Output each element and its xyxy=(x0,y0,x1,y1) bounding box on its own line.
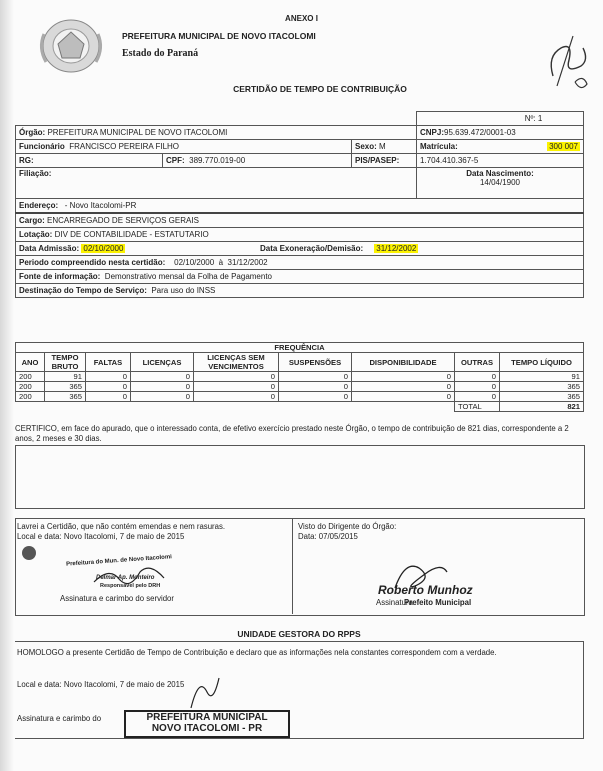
lavrei-line2: Local e data: Novo Itacolomi, 7 de maio de 2015 xyxy=(17,532,185,541)
rpps-signature xyxy=(185,672,225,712)
frequencia-title: FREQUÊNCIA xyxy=(16,343,584,353)
servidor-signature xyxy=(90,562,170,592)
assinatura-visto-label: Assinatura xyxy=(376,598,413,607)
total-row: TOTAL 821 xyxy=(16,402,584,412)
certifico-text: CERTIFICO, em face do apurado, que o interessado conta, de efetivo exercício prestado neste Órgão, o tempo de contribuição de 821 dias, correspondente a 2 anos, 2 meses e 30 dias. xyxy=(15,424,569,443)
numero-cell: Nº: 1 xyxy=(417,112,584,126)
cargo-value: ENCARREGADO DE SERVIÇOS GERAIS xyxy=(47,216,199,225)
punch-hole xyxy=(22,546,36,560)
funcionario-value: FRANCISCO PEREIRA FILHO xyxy=(69,142,180,151)
municipal-seal-icon xyxy=(36,14,106,76)
visto-line2: Data: 07/05/2015 xyxy=(298,532,358,541)
rpps-title: UNIDADE GESTORA DO RPPS xyxy=(237,629,361,639)
lotacao-value: DIV DE CONTABILIDADE - ESTATUTARIO xyxy=(54,230,209,239)
lavrei-line1: Lavrei a Certidão, que não contém emendas e nem rasuras. xyxy=(17,522,226,531)
frequencia-header-row: ANO TEMPO BRUTO FALTAS LICENÇAS LICENÇAS SEM VENCIMENTOS SUSPENSÕES DISPONIBILIDADE OUTRAS TEMPO LÍQUIDO xyxy=(16,353,584,372)
rpps-assinatura-label: Assinatura e carimbo do xyxy=(17,714,102,723)
estado-name: Estado do Paraná xyxy=(122,48,199,59)
handwritten-annotation xyxy=(543,26,593,96)
drh-stamp-line2: Delmar Ap. Monteiro xyxy=(96,575,155,581)
cnpj-value: 95.639.472/0001-03 xyxy=(444,128,516,137)
page-shadow xyxy=(0,0,14,771)
admissao-value: 02/10/2000 xyxy=(83,244,124,253)
signatures-divider xyxy=(292,518,293,614)
prefeito-cargo-stamp: Prefeito Municipal xyxy=(404,598,472,607)
visto-line1: Visto do Dirigente do Órgão: xyxy=(298,522,397,531)
certidao-title: CERTIDÃO DE TEMPO DE CONTRIBUIÇÃO xyxy=(233,84,407,94)
annex-title: ANEXO I xyxy=(285,14,318,23)
prefeitura-name: PREFEITURA MUNICIPAL DE NOVO ITACOLOMI xyxy=(122,31,316,41)
identification-table: Nº: 1 Órgão: PREFEITURA MUNICIPAL DE NOVO ITACOLOMI CNPJ:95.639.472/0001-03 Funcionário FRANCISCO PEREIRA FILHO Sexo: M Matrícula: 300 007 RG: CPF: 389.770.019-00 PIS/PASEP: 1.704.410.367-5 Filiação: Data Nascimento: 14/04/1900 Endereço: - Novo Itacolomi-PR Cargo: ENCARREGADO DE SERVIÇOS GERAIS Lotação: DIV DE CONTABILIDADE - ESTATUTARIO Data Admissão: 02/10/2000 Data Exoneração/Demisão: 31/12/2002 Periodo compreendido nesta certidão: 02/10/2000 à 31/12/2002 Fonte de informação: Demonstrativo mensal da Folha de Pagamento Destinação do Tempo de Serviço: Para uso do INSS xyxy=(15,111,584,298)
endereco-value: - Novo Itacolomi-PR xyxy=(64,201,137,210)
homologo-text: HOMOLOGO a presente Certidão de Tempo de Contribuição e declaro que as informações nela constantes correspondem com a verdade. xyxy=(17,648,497,657)
assinatura-servidor: Assinatura e carimbo do servidor xyxy=(60,594,174,603)
destinacao-value: Para uso do INSS xyxy=(151,286,216,295)
table-row: 200 365 0 0 0 0 0 0 365 xyxy=(16,392,584,402)
fonte-value: Demonstrativo mensal da Folha de Pagamento xyxy=(104,272,272,281)
drh-stamp-line3: Responsável pelo DRH xyxy=(100,583,161,589)
rpps-local-data: Local e data: Novo Itacolomi, 7 de maio de 2015 xyxy=(17,680,185,689)
nascimento-value: 14/04/1900 xyxy=(479,178,521,187)
prefeito-name-stamp: Roberto Munhoz xyxy=(378,583,473,597)
table-row: 200 365 0 0 0 0 0 0 365 xyxy=(16,382,584,392)
pis-value: 1.704.410.367-5 xyxy=(420,156,479,165)
orgao-value: PREFEITURA MUNICIPAL DE NOVO ITACOLOMI xyxy=(47,128,228,137)
table-row: 200 91 0 0 0 0 0 0 91 xyxy=(16,372,584,382)
frequencia-table xyxy=(15,342,584,412)
prefeitura-stamp: PREFEITURA MUNICIPAL NOVO ITACOLOMI - PR xyxy=(124,710,290,738)
exoneracao-value: 31/12/2002 xyxy=(376,244,417,253)
total-value: 821 xyxy=(567,402,580,411)
matricula-value: 300 007 xyxy=(549,142,578,151)
cpf-value: 389.770.019-00 xyxy=(189,156,246,165)
observations-box xyxy=(15,445,585,509)
drh-stamp-line1: Prefeitura do Mun. de Novo Itacolomi xyxy=(65,554,173,568)
